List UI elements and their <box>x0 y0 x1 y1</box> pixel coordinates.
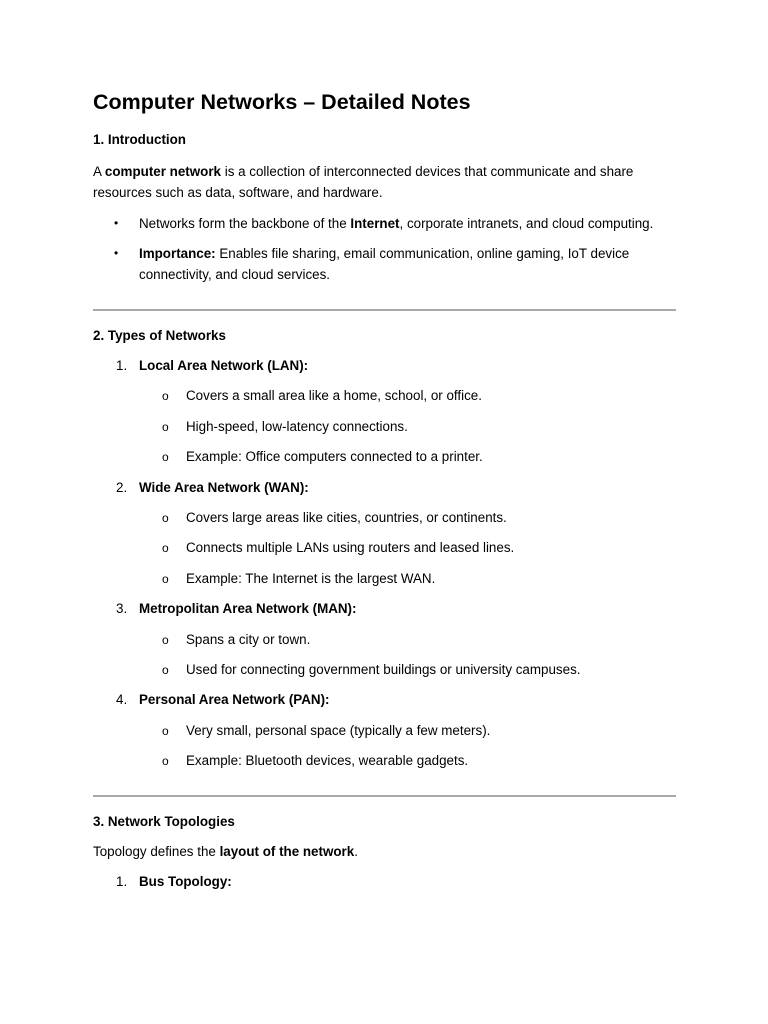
sub-list-item <box>93 417 676 437</box>
section-divider <box>93 795 676 797</box>
sub-list-item <box>93 751 676 771</box>
intro-para-suffix: is a collection of interconnected devices that communicate and share resources such as data, software, and hardware. <box>93 164 634 200</box>
topology-para-suffix: . <box>354 844 358 860</box>
sub-item-text: Spans a city or town. <box>186 631 311 647</box>
section-heading-types: 2. Types of Networks <box>93 328 226 343</box>
sub-bullet-marker: o <box>162 754 169 769</box>
sub-item-text: Connects multiple LANs using routers and leased lines. <box>186 540 515 556</box>
item-label: Bus Topology: <box>139 874 232 890</box>
item-number: 1. <box>116 358 128 373</box>
sub-item-text: Example: Office computers connected to a printer. <box>186 449 483 465</box>
section-heading-introduction: 1. Introduction <box>93 132 186 147</box>
sub-bullet-marker: o <box>162 450 169 465</box>
sub-list <box>93 721 676 771</box>
sub-list <box>93 630 676 680</box>
topology-para-prefix: Topology defines the <box>93 844 220 860</box>
sub-item-text: High-speed, low-latency connections. <box>186 418 408 434</box>
sub-item-text: Example: Bluetooth devices, wearable gadgets. <box>186 753 469 769</box>
sub-item-text: Used for connecting government buildings or university campuses. <box>186 661 581 677</box>
sub-bullet-marker: o <box>162 662 169 677</box>
section-divider <box>93 309 676 311</box>
list-item <box>93 213 676 234</box>
sub-list-item <box>93 447 676 467</box>
bullet-bold: Internet <box>350 216 400 231</box>
section-heading-topologies: 3. Network Topologies <box>93 814 235 830</box>
item-label: Metropolitan Area Network (MAN): <box>139 601 357 617</box>
bullet-suffix: , corporate intranets, and cloud computing. <box>399 216 654 231</box>
sub-list <box>93 386 676 467</box>
topology-title <box>93 872 676 892</box>
network-types-list <box>93 356 676 771</box>
sub-list-item <box>93 721 676 741</box>
item-label: Local Area Network (LAN): <box>139 358 309 373</box>
item-number: 2. <box>116 479 128 495</box>
intro-para-prefix: A <box>93 164 105 179</box>
sub-list-item <box>93 569 676 589</box>
topology-list <box>93 872 676 892</box>
bullet-bold: Importance: <box>139 246 216 261</box>
document-title: Computer Networks – Detailed Notes <box>93 90 471 114</box>
sub-bullet-marker: o <box>162 632 169 647</box>
network-type-title <box>93 599 676 619</box>
sub-list-item <box>93 386 676 406</box>
list-item <box>93 243 676 285</box>
sub-list-item <box>93 538 676 558</box>
item-number: 4. <box>116 692 128 708</box>
item-label: Wide Area Network (WAN): <box>139 479 309 495</box>
item-label: Personal Area Network (PAN): <box>139 692 330 708</box>
sub-item-text: Covers a small area like a home, school, or office. <box>186 388 482 404</box>
network-type-title <box>93 356 676 376</box>
sub-list-item <box>93 660 676 680</box>
sub-list <box>93 508 676 589</box>
bullet-suffix: Enables file sharing, email communication, online gaming, IoT device connectivity, and cloud services. <box>139 246 630 282</box>
document-page <box>93 86 676 892</box>
topology-para-bold: layout of the network <box>219 844 355 860</box>
list-item <box>93 478 676 589</box>
intro-bullet-list <box>93 213 676 285</box>
list-item <box>93 356 676 467</box>
sub-list-item <box>93 630 676 650</box>
list-item <box>93 690 676 771</box>
sub-item-text: Covers large areas like cities, countries, or continents. <box>186 509 507 525</box>
intro-paragraph <box>93 161 676 203</box>
topology-paragraph <box>93 842 676 862</box>
network-type-title <box>93 478 676 498</box>
sub-list-item <box>93 508 676 528</box>
item-number: 1. <box>116 874 128 890</box>
network-type-title <box>93 690 676 710</box>
intro-para-bold: computer network <box>104 164 221 179</box>
sub-bullet-marker: o <box>162 389 169 404</box>
bullet-marker: • <box>114 246 119 260</box>
sub-bullet-marker: o <box>162 541 169 556</box>
item-number: 3. <box>116 601 128 617</box>
sub-item-text: Example: The Internet is the largest WAN. <box>186 570 436 586</box>
bullet-prefix: Networks form the backbone of the <box>139 216 351 231</box>
sub-item-text: Very small, personal space (typically a few meters). <box>186 722 491 738</box>
list-item <box>93 599 676 680</box>
sub-bullet-marker: o <box>162 419 169 434</box>
sub-bullet-marker: o <box>162 571 169 586</box>
bullet-marker: • <box>114 216 119 230</box>
list-item <box>93 872 676 892</box>
sub-bullet-marker: o <box>162 723 169 738</box>
sub-bullet-marker: o <box>162 510 169 525</box>
